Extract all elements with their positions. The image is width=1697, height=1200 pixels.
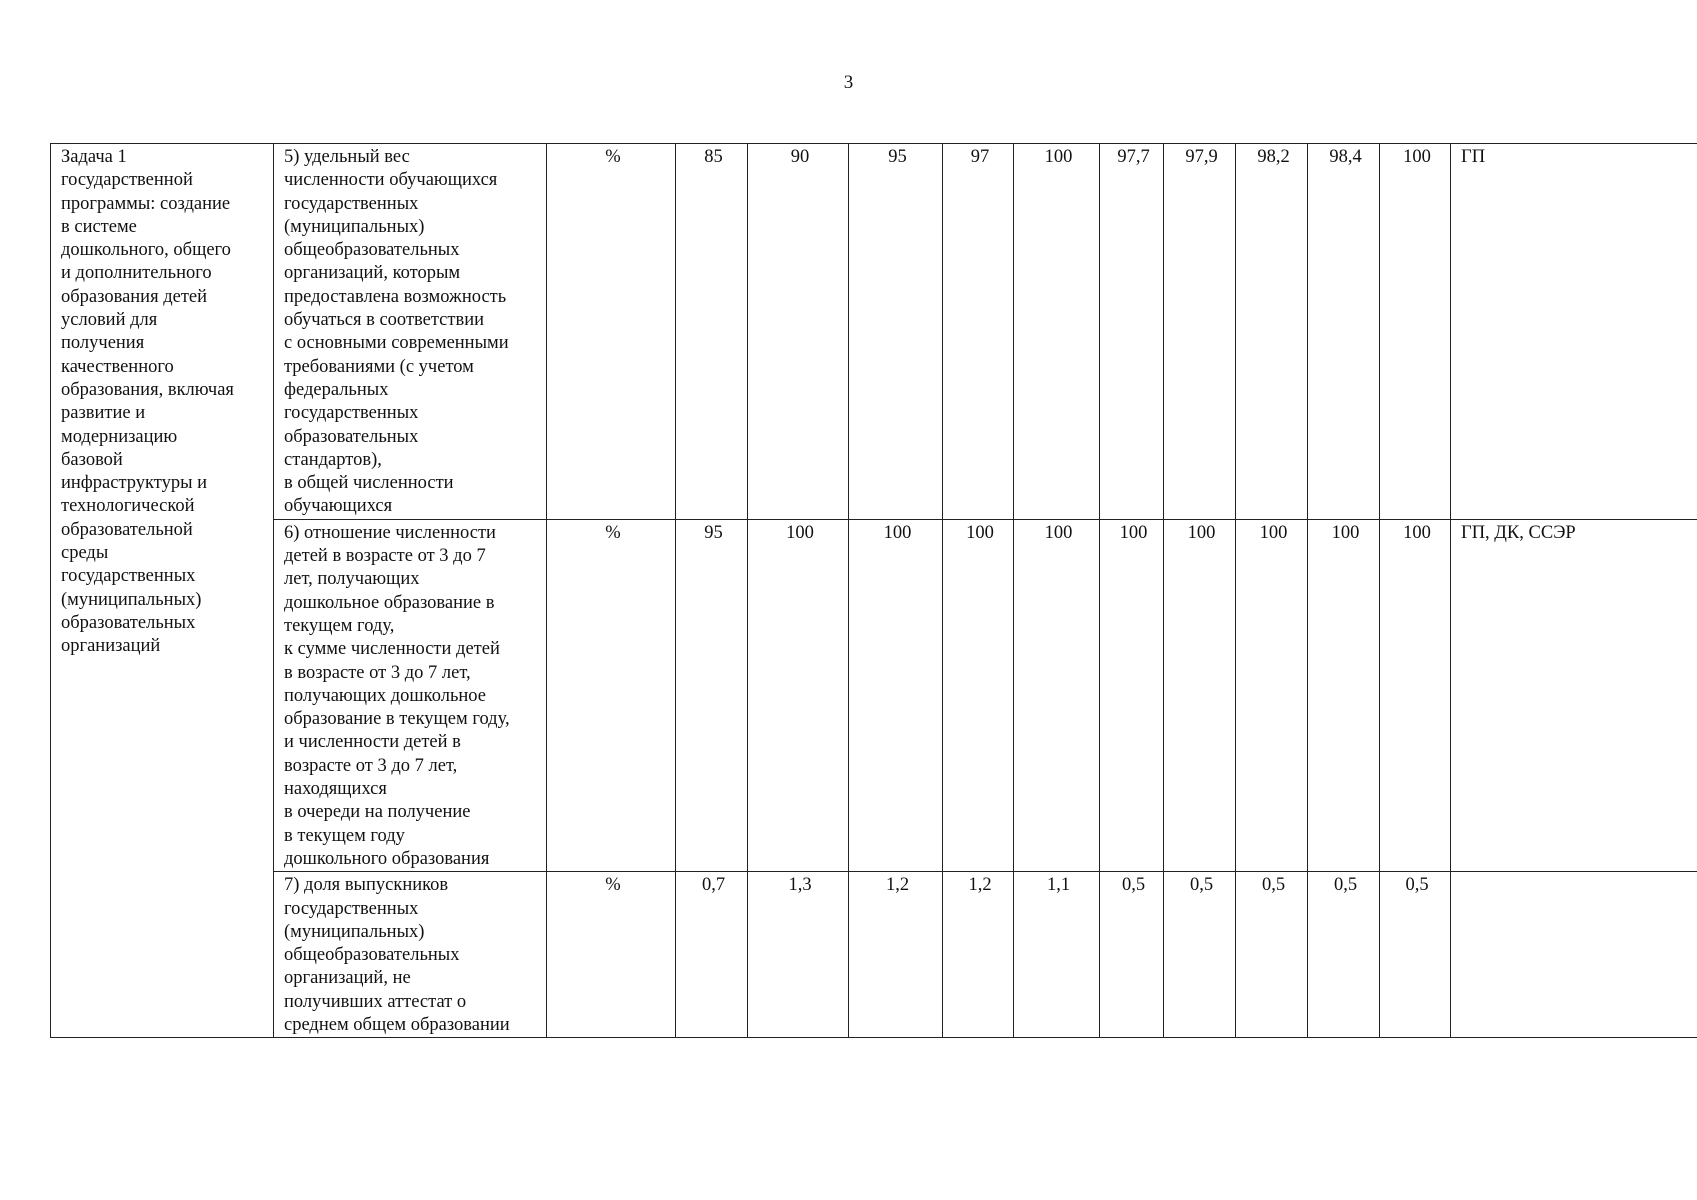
value-cell: 0,5 — [1100, 872, 1164, 1038]
value-cell: 100 — [1308, 519, 1380, 871]
value-cell: 97,9 — [1164, 144, 1236, 520]
indicator-cell: 6) отношение численности детей в возрасте от 3 до 7 лет, получающих дошкольное образование в текущем году, к сумме численности детей в возрасте от 3 до 7 лет, получающих дошкольное образование в текущем году, и численности детей в возрасте от 3 до 7 лет, находящихся в очереди на получение в текущем году дошкольного образования — [274, 519, 547, 871]
source-cell: ГП — [1451, 144, 1697, 520]
source-cell — [1451, 872, 1697, 1038]
value-cell: 100 — [1380, 144, 1451, 520]
unit-cell: % — [547, 519, 676, 871]
task-cell: Задача 1 государственной программы: создание в системе дошкольного, общего и дополнительного образования детей условий для получения качественного образования, включая развитие и модернизацию базовой инфраструктуры и технологической образовательной среды государственных (муниципальных) образовательных организаций — [51, 144, 274, 1038]
value-cell: 97,7 — [1100, 144, 1164, 520]
value-cell: 100 — [1014, 144, 1100, 520]
value-cell: 100 — [1014, 519, 1100, 871]
value-cell: 100 — [1236, 519, 1308, 871]
indicator-cell: 5) удельный вес численности обучающихся государственных (муниципальных) общеобразовательных организаций, которым предоставлена возможность обучаться в соответствии с основными современными требованиями (с учетом федеральных государственных образовательных стандартов), в общей численности обучающихся — [274, 144, 547, 520]
value-cell: 1,2 — [849, 872, 943, 1038]
value-cell: 95 — [849, 144, 943, 520]
indicators-table — [50, 143, 1697, 1038]
value-cell: 90 — [748, 144, 849, 520]
source-cell: ГП, ДК, ССЭР — [1451, 519, 1697, 871]
value-cell: 100 — [1100, 519, 1164, 871]
value-cell: 100 — [1380, 519, 1451, 871]
unit-cell: % — [547, 144, 676, 520]
value-cell: 100 — [849, 519, 943, 871]
value-cell: 0,5 — [1380, 872, 1451, 1038]
value-cell: 95 — [676, 519, 748, 871]
value-cell: 0,7 — [676, 872, 748, 1038]
indicator-cell: 7) доля выпускников государственных (муниципальных) общеобразовательных организаций, не получивших аттестат о среднем общем образовании — [274, 872, 547, 1038]
table-row — [51, 144, 1697, 520]
value-cell: 0,5 — [1164, 872, 1236, 1038]
value-cell: 0,5 — [1308, 872, 1380, 1038]
unit-cell: % — [547, 872, 676, 1038]
value-cell: 1,3 — [748, 872, 849, 1038]
value-cell: 1,2 — [943, 872, 1014, 1038]
value-cell: 100 — [943, 519, 1014, 871]
table-row — [51, 872, 1697, 1038]
value-cell: 98,2 — [1236, 144, 1308, 520]
value-cell: 100 — [1164, 519, 1236, 871]
value-cell: 97 — [943, 144, 1014, 520]
value-cell: 85 — [676, 144, 748, 520]
value-cell: 0,5 — [1236, 872, 1308, 1038]
value-cell: 98,4 — [1308, 144, 1380, 520]
value-cell: 1,1 — [1014, 872, 1100, 1038]
value-cell: 100 — [748, 519, 849, 871]
table-row — [51, 519, 1697, 871]
page-number: 3 — [843, 72, 854, 93]
